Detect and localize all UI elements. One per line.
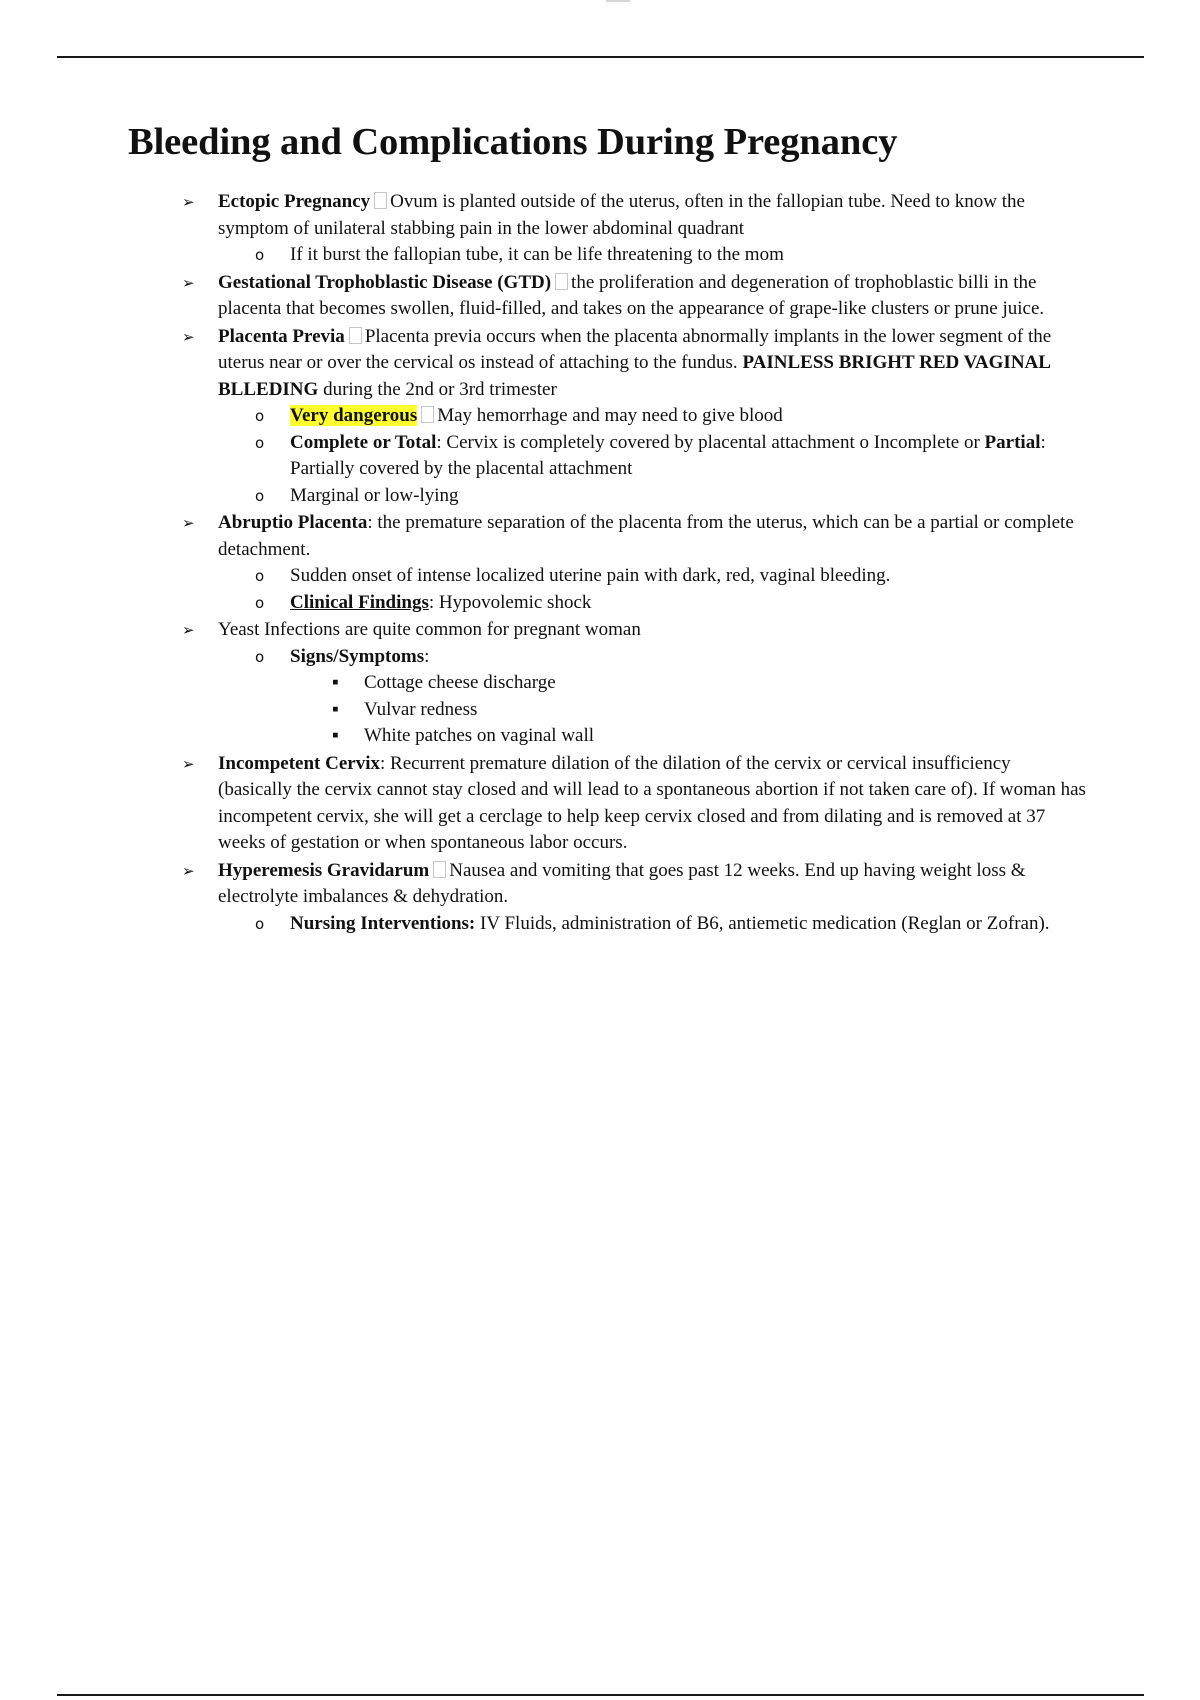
- list-item-placenta-previa: [182, 324, 1088, 510]
- arrow-bullet-icon: ➢: [182, 273, 195, 292]
- definition: the proliferation and degeneration of trophoblastic billi in the placenta that becomes swollen, fluid-filled, and takes on the appearance of grape-like clusters or prune juice.: [218, 271, 1045, 319]
- emphasis-text: PAINLESS BRIGHT RED VAGINAL BLLEDING: [218, 352, 1050, 400]
- symptom-item: [332, 670, 1064, 697]
- sub-item-text: May hemorrhage and may need to give blood: [437, 405, 783, 426]
- circle-bullet-icon: o: [255, 647, 265, 666]
- missing-glyph-icon: [433, 861, 446, 878]
- underlined-term: Clinical Findings: [290, 591, 429, 613]
- document-body: [0, 189, 1200, 937]
- page-title: Bleeding and Complications During Pregnancy: [128, 121, 898, 163]
- definition: Ovum is planted outside of the uterus, often in the fallopian tube. Need to know the symptom of unilateral stabbing pain in the lower abdominal quadrant: [218, 191, 1025, 239]
- missing-glyph-icon: [555, 273, 568, 290]
- square-bullet-icon: ▪: [332, 698, 339, 720]
- term: Gestational Trophoblastic Disease (GTD): [218, 271, 552, 293]
- list-item-hyperemesis-gravidarum: [182, 858, 1088, 938]
- topic-list: [0, 189, 1200, 937]
- circle-bullet-icon: o: [255, 486, 265, 505]
- arrow-bullet-icon: ➢: [182, 861, 195, 880]
- sub-term: Complete or Total: [290, 431, 437, 453]
- sub-list: [218, 644, 1088, 750]
- sub-item-text: Marginal or low-lying: [290, 484, 459, 506]
- circle-bullet-icon: o: [255, 433, 265, 452]
- sub-item: [255, 911, 1090, 938]
- square-bullet-icon: ▪: [332, 725, 339, 746]
- term: Ectopic Pregnancy: [218, 191, 371, 212]
- sub-item: [255, 563, 1090, 590]
- sub-term: Nursing Interventions:: [290, 912, 476, 934]
- sub-item: [255, 403, 1090, 430]
- list-item-ectopic-pregnancy: [182, 189, 1088, 269]
- sub-item-text: If it burst the fallopian tube, it can be life threatening to the mom: [290, 244, 784, 265]
- term: Placenta Previa: [218, 325, 345, 347]
- arrow-bullet-icon: ➢: [182, 621, 195, 639]
- circle-bullet-icon: o: [255, 246, 265, 264]
- sub-term: Signs/Symptoms: [290, 645, 425, 667]
- arrow-bullet-icon: ➢: [182, 327, 195, 346]
- sub-item: [255, 590, 1090, 617]
- sub-item-text: : Cervix is completely covered by placental attachment o Incomplete or: [436, 431, 980, 453]
- arrow-bullet-icon: ➢: [182, 514, 195, 532]
- arrow-bullet-icon: ➢: [182, 193, 195, 211]
- definition: Placenta previa occurs when the placenta abnormally implants in the lower segment of the uterus near or over the cervical os instead of attaching to the fundus.: [218, 325, 1052, 373]
- definition-continued: during the 2nd or 3rd trimester: [323, 378, 557, 400]
- header-rule: [57, 56, 1144, 58]
- sub-item-text: : Hypovolemic shock: [428, 591, 592, 613]
- symptom-list: [290, 670, 1090, 750]
- arrow-bullet-icon: ➢: [182, 754, 195, 773]
- sub-list: [218, 242, 1088, 269]
- missing-glyph-icon: [374, 192, 387, 209]
- sub-item-text: IV Fluids, administration of B6, antiemetic medication (Reglan or Zofran).: [480, 912, 1050, 934]
- sub-item: [255, 242, 1090, 269]
- circle-bullet-icon: o: [255, 567, 265, 585]
- sub-item: [255, 644, 1090, 750]
- term: Hyperemesis Gravidarum: [218, 859, 430, 881]
- circle-bullet-icon: o: [255, 914, 265, 933]
- highlighted-term: Very dangerous: [290, 405, 418, 426]
- sub-list: [218, 403, 1088, 509]
- footer-rule: [57, 1694, 1144, 1696]
- symptom-item: [332, 697, 1064, 724]
- circle-bullet-icon: o: [255, 407, 265, 425]
- list-item-yeast-infections: [182, 617, 1088, 750]
- term: Abruptio Placenta: [218, 512, 368, 533]
- symptom-item: [332, 723, 1064, 750]
- symptom-text: White patches on vaginal wall: [364, 725, 595, 746]
- list-item-gtd: [182, 270, 1088, 323]
- list-item-incompetent-cervix: [182, 751, 1088, 857]
- sub-list: [218, 563, 1088, 616]
- definition: Yeast Infections are quite common for pregnant woman: [218, 619, 641, 640]
- symptom-text: Cottage cheese discharge: [364, 672, 556, 693]
- definition: Nausea and vomiting that goes past 12 weeks. End up having weight loss & electrolyte imbalances & dehydration.: [218, 859, 1026, 907]
- list-item-abruptio-placenta: [182, 510, 1088, 616]
- missing-glyph-icon: [421, 406, 434, 423]
- page-top-mark: [606, 0, 630, 2]
- sub-item: [255, 483, 1090, 510]
- sub-item-text: :: [424, 645, 430, 667]
- sub-item-text-2: : Partially covered by the placental attachment: [290, 431, 1046, 479]
- definition: : the premature separation of the placenta from the uterus, which can be a partial or complete detachment.: [218, 512, 1074, 560]
- sub-list: [218, 911, 1088, 938]
- sub-item: [255, 430, 1090, 483]
- definition: : Recurrent premature dilation of the dilation of the cervix or cervical insufficiency (basically the cervix cannot stay closed and will lead to a spontaneous abortion if not taken care of). If woman has incompetent cervix, she will get a cerclage to help keep cervix closed and from dilating and is removed at 37 weeks of gestation or when spontaneous labor occurs.: [218, 752, 1086, 853]
- symptom-text: Vulvar redness: [364, 698, 478, 720]
- term: Incompetent Cervix: [218, 752, 380, 774]
- missing-glyph-icon: [349, 327, 362, 344]
- square-bullet-icon: ▪: [332, 672, 339, 693]
- sub-item-text: Sudden onset of intense localized uterine pain with dark, red, vaginal bleeding.: [290, 565, 891, 586]
- sub-term-2: Partial: [984, 431, 1041, 453]
- circle-bullet-icon: o: [255, 593, 265, 612]
